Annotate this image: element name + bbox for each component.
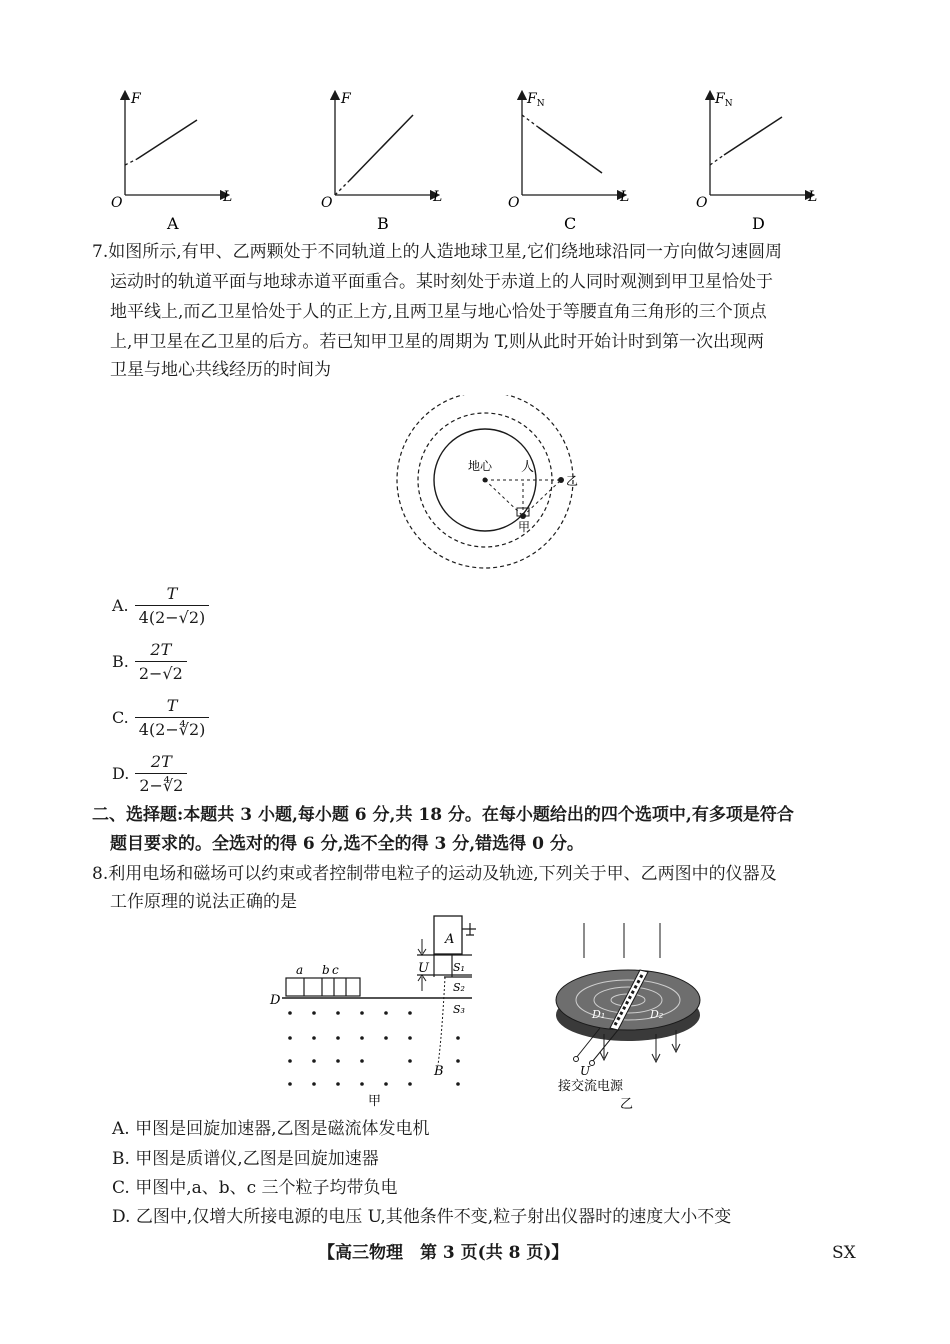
q7-option-a[interactable]: A. $\frac{T}{4(2-√2)}$: [112, 584, 209, 627]
figure-yi: [548, 918, 718, 1113]
orbit-diagram: [395, 395, 625, 570]
graph-b-origin: O: [321, 195, 333, 211]
jia-label-s1: S₁: [453, 961, 465, 974]
q7-line-4: 上,甲卫星在乙卫星的后方。若已知甲卫星的周期为 T,则从此时开始计时到第一次出现两: [110, 332, 765, 352]
jia-label-d: D: [270, 993, 281, 1008]
yi-caption: 乙: [620, 1097, 634, 1112]
graph-a-origin: O: [111, 195, 123, 211]
graph-c-ylabel: $F_N$: [527, 91, 545, 109]
jia-label-s3: S₃: [453, 1003, 465, 1016]
q8-line-1: 8.利用电场和磁场可以约束或者控制带电粒子的运动及轨迹,下列关于甲、乙两图中的仪器及: [92, 864, 777, 884]
q7-option-d[interactable]: D. $\frac{2T}{2-∜2}$: [112, 752, 187, 795]
jia-label-a-particle: a: [296, 963, 304, 977]
footer-code: SX: [832, 1243, 856, 1263]
graph-b-label: B: [377, 214, 389, 233]
graphs-row: [0, 80, 950, 240]
label-sat-b: 乙: [566, 474, 579, 488]
graph-d-origin: O: [696, 195, 708, 211]
graph-d-xlabel: L: [808, 189, 818, 205]
footer-page-info: 【高三物理 第 3 页(共 8 页)】: [318, 1243, 569, 1263]
jia-label-a: A: [445, 932, 455, 947]
section2-line-1: 二、选择题:本题共 3 小题,每小题 6 分,共 18 分。在每小题给出的四个选项中,有多项是符合: [92, 805, 794, 825]
q8-line-2: 工作原理的说法正确的是: [110, 892, 297, 912]
yi-label-u: U: [580, 1064, 591, 1078]
jia-label-b-particle: b: [322, 963, 330, 977]
label-person: 人: [521, 460, 535, 475]
yi-label-d2: D₂: [650, 1008, 664, 1021]
figure-jia: [262, 915, 492, 1110]
jia-label-s2: S₂: [453, 981, 465, 994]
q8-option-a[interactable]: A. 甲图是回旋加速器,乙图是磁流体发电机: [112, 1119, 430, 1139]
label-sat-a: 甲: [518, 520, 531, 534]
graph-c-xlabel: L: [620, 189, 630, 205]
graph-c: [508, 91, 629, 233]
q7-line-1: 7.如图所示,有甲、乙两颗处于不同轨道上的人造地球卫星,它们绕地球沿同一方向做匀速圆周: [92, 242, 783, 262]
graph-c-origin: O: [508, 195, 520, 211]
graph-d: [696, 91, 817, 233]
label-earth-center: 地心: [468, 459, 493, 473]
graph-d-label: D: [752, 214, 765, 233]
graph-b: [321, 91, 442, 233]
graph-a-ylabel: F: [131, 91, 141, 107]
q8-option-b[interactable]: B. 甲图是质谱仪,乙图是回旋加速器: [112, 1149, 379, 1169]
graph-b-xlabel: L: [433, 189, 443, 205]
section2-line-2: 题目要求的。全选对的得 6 分,选不全的得 3 分,错选得 0 分。: [110, 834, 584, 854]
q7-option-b[interactable]: B. $\frac{2T}{2-√2}$: [112, 640, 187, 683]
yi-label-d1: D₁: [592, 1008, 606, 1021]
q8-option-c[interactable]: C. 甲图中,a、b、c 三个粒子均带负电: [112, 1178, 398, 1198]
q7-line-5: 卫星与地心共线经历的时间为: [110, 360, 331, 380]
q7-option-c[interactable]: C. $\frac{T}{4(2-∜2)}$: [112, 696, 209, 739]
graph-a-xlabel: L: [223, 189, 233, 205]
jia-label-c-particle: c: [332, 963, 339, 977]
graph-d-ylabel: $F_N$: [715, 91, 733, 109]
q8-option-d[interactable]: D. 乙图中,仅增大所接电源的电压 U,其他条件不变,粒子射出仪器时的速度大小不变: [112, 1207, 732, 1227]
graph-c-label: C: [564, 214, 577, 233]
jia-label-u: U: [418, 961, 429, 976]
graph-a-label: A: [167, 214, 179, 233]
jia-caption: 甲: [368, 1094, 382, 1109]
q7-line-3: 地平线上,而乙卫星恰处于人的正上方,且两卫星与地心恰处于等腰直角三角形的三个顶点: [110, 302, 767, 322]
jia-label-b-field: B: [434, 1064, 444, 1079]
q7-line-2: 运动时的轨道平面与地球赤道平面重合。某时刻处于赤道上的人同时观测到甲卫星恰处于: [110, 272, 773, 292]
graph-a: [111, 91, 232, 233]
yi-source: 接交流电源: [558, 1079, 624, 1094]
graph-b-ylabel: F: [341, 91, 351, 107]
